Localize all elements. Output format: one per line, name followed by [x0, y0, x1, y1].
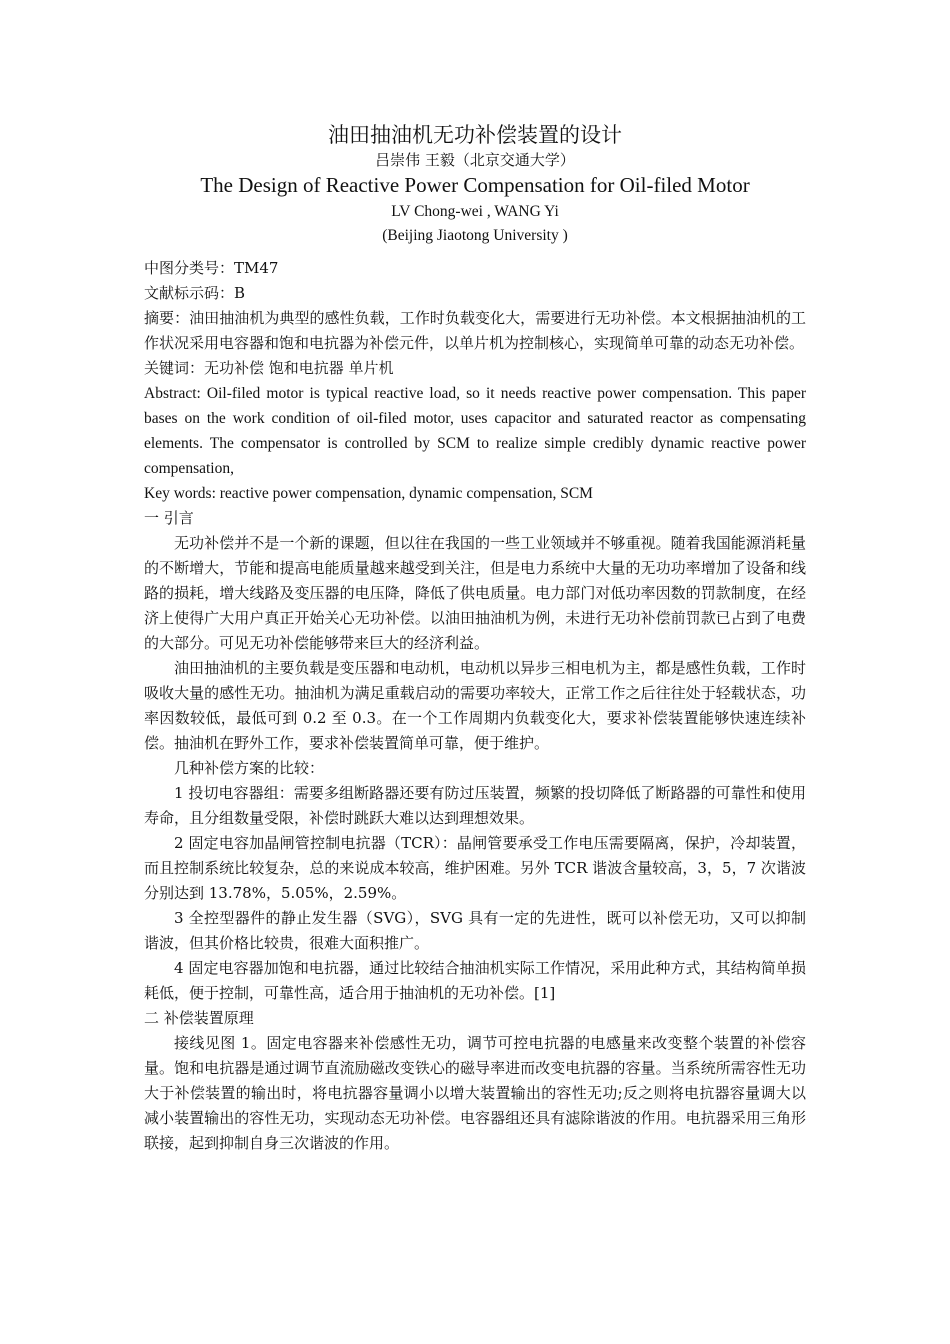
paragraph: 几种补偿方案的比较：	[174, 759, 325, 777]
paragraph: 1 投切电容器组：需要多组断路器还要有防过压装置，频繁的投切降低了断路器的可靠性和使用寿命，且分组数量受限，补偿时跳跃大难以达到理想效果。	[144, 784, 806, 827]
front-matter	[144, 256, 806, 506]
paragraph: 3 全控型器件的静止发生器（SVG），SVG 具有一定的先进性，既可以补偿无功，又可以抑制谐波，但其价格比较贵，很难大面积推广。	[144, 909, 806, 952]
paragraph: 油田抽油机的主要负载是变压器和电动机，电动机以异步三相电机为主，都是感性负载，工作时吸收大量的感性无功。抽油机为满足重载启动的需要功率较大，正常工作之后往往处于轻载状态，功率因数较低，最低可到 0.2 至 0.3。在一个工作周期内负载变化大，要求补偿装置能够快速连续补偿。抽油机在野外工作，要求补偿装置简单可靠，便于维护。	[144, 659, 806, 752]
authors-en: LV Chong-wei , WANG Yi	[391, 203, 559, 220]
keywords-cn: 关键词：无功补偿 饱和电抗器 单片机	[144, 359, 394, 377]
abstract-cn: 摘要：油田抽油机为典型的感性负载，工作时负载变化大，需要进行无功补偿。本文根据抽油机的工作状况采用电容器和饱和电抗器为补偿元件，以单片机为控制核心，实现简单可靠的动态无功补偿。	[144, 309, 806, 352]
section-heading: 一 引言	[144, 509, 194, 527]
abstract-en: Abstract: Oil-filed motor is typical reactive load, so it needs reactive power compensation. This paper bases on the work condition of oil-filed motor, uses capacitor and saturated reactor as compensating elements. The compensator is controlled by SCM to realize simple credibly dynamic reactive power compensation,	[144, 385, 806, 477]
paragraph: 无功补偿并不是一个新的课题，但以往在我国的一些工业领域并不够重视。随着我国能源消耗量的不断增大，节能和提高电能质量越来越受到关注，但是电力系统中大量的无功功率增加了设备和线路的损耗，增大线路及变压器的电压降，降低了供电质量。电力部门对低功率因数的罚款制度，在经济上使得广大用户真正开始关心无功补偿。以油田抽油机为例，未进行无功补偿前罚款已占到了电费的大部分。可见无功补偿能够带来巨大的经济利益。	[144, 534, 806, 652]
keywords-en: Key words: reactive power compensation, dynamic compensation, SCM	[144, 485, 593, 502]
paragraph: 接线见图 1。固定电容器来补偿感性无功，调节可控电抗器的电感量来改变整个装置的补偿容量。饱和电抗器是通过调节直流励磁改变铁心的磁导率进而改变电抗器的容量。当系统所需容性无功大于补偿装置的输出时，将电抗器容量调小以增大装置输出的容性无功;反之则将电抗器容量调大以减小装置输出的容性无功，实现动态无功补偿。电容器组还具有滤除谐波的作用。电抗器采用三角形联接，起到抑制自身三次谐波的作用。	[144, 1034, 806, 1152]
affiliation-en: (Beijing Jiaotong University )	[382, 227, 568, 244]
paragraph: 2 固定电容加晶闸管控制电抗器（TCR）：晶闸管要承受工作电压需要隔离，保护，冷却装置，而且控制系统比较复杂，总的来说成本较高，维护困难。另外 TCR 谐波含量较高，3，5，7 次谐波分别达到 13.78%，5.05%，2.59%。	[144, 834, 806, 902]
document-code: 文献标示码：B	[144, 284, 246, 302]
paragraph: 4 固定电容器加饱和电抗器，通过比较结合抽油机实际工作情况，采用此种方式，其结构简单损耗低，便于控制，可靠性高，适合用于抽油机的无功补偿。[1]	[144, 959, 806, 1002]
section-heading: 二 补偿装置原理	[144, 1009, 254, 1027]
authors-cn: 吕崇伟 王毅（北京交通大学）	[375, 151, 575, 169]
clc-number: 中图分类号：TM47	[144, 259, 279, 277]
section-principle	[144, 1006, 806, 1156]
title-en: The Design of Reactive Power Compensation for Oil-filed Motor	[200, 173, 750, 197]
section-introduction	[144, 506, 806, 1006]
title-cn: 油田抽油机无功补偿装置的设计	[328, 123, 622, 147]
